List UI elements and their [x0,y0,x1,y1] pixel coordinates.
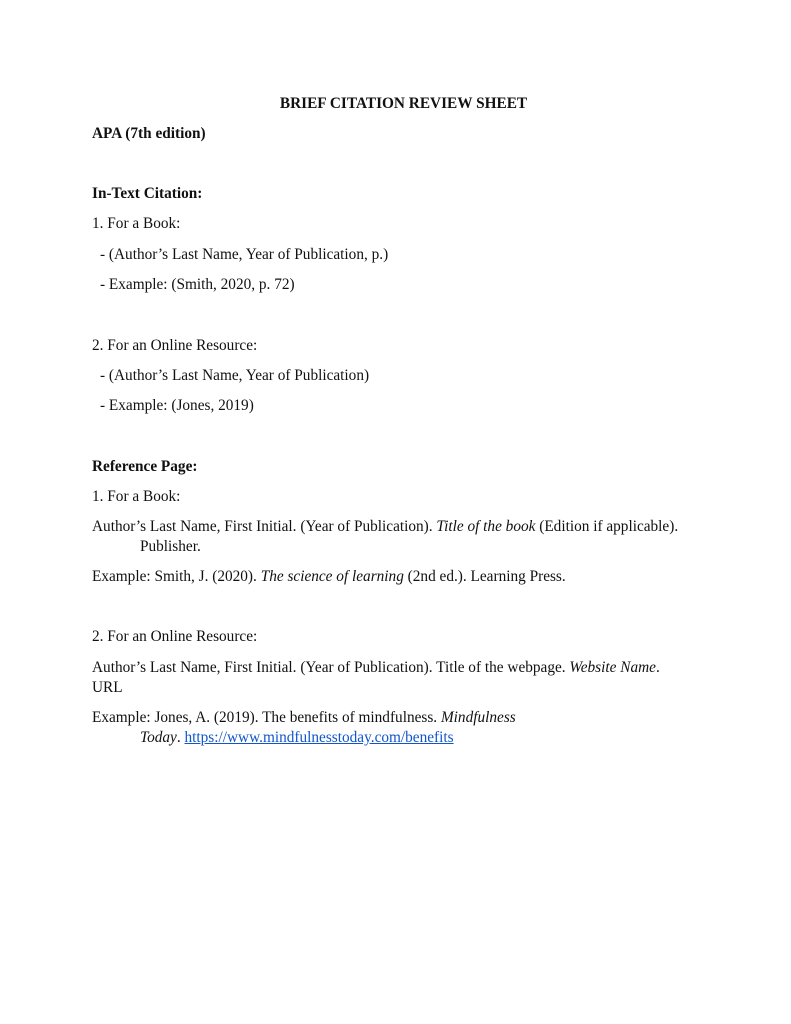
reference-book-format [92,518,678,536]
citation-style: APA (7th edition) [92,125,206,142]
in-text-online-label: 2. For an Online Resource: [92,337,258,354]
in-text-heading: In-Text Citation: [92,185,203,202]
reference-online-format-period: . [655,659,660,676]
reference-book-format-title: Title of the book [436,518,536,535]
reference-book-example-tail: (2nd ed.). Learning Press. [403,568,566,585]
reference-book-example [92,568,566,586]
example-url-link[interactable]: https://www.mindfulnesstoday.com/benefits [184,729,454,746]
reference-online-example-site-2: Today [140,729,177,746]
reference-online-format-text: Author’s Last Name, First Initial. (Year of Publication). Title of the webpage. [92,659,570,676]
reference-online-label: 2. For an Online Resource: [92,628,258,645]
reference-online-example [92,709,516,727]
reference-online-example-text: Example: Jones, A. (2019). The benefits of mindfulness. [92,709,441,726]
in-text-online-example: - Example: (Jones, 2019) [100,397,254,414]
reference-book-example-text: Example: Smith, J. (2020). [92,568,261,585]
reference-heading: Reference Page: [92,458,198,475]
reference-book-format-text: Author’s Last Name, First Initial. (Year of Publication). [92,518,437,535]
reference-online-format-site: Website Name [569,659,656,676]
reference-online-example-cont [140,729,454,747]
in-text-book-format: - (Author’s Last Name, Year of Publication, p.) [100,246,389,263]
reference-book-format-publisher: Publisher. [140,538,201,555]
in-text-online-format: - (Author’s Last Name, Year of Publication) [100,367,370,384]
page-title: BRIEF CITATION REVIEW SHEET [279,95,528,112]
in-text-book-label: 1. For a Book: [92,215,181,232]
reference-online-format [92,659,660,677]
reference-online-example-site-1: Mindfulness [440,709,516,726]
in-text-book-example: - Example: (Smith, 2020, p. 72) [100,276,295,293]
reference-online-format-url: URL [92,679,123,696]
reference-book-label: 1. For a Book: [92,488,181,505]
reference-online-example-sep: . [176,729,185,746]
reference-book-example-title: The science of learning [260,568,404,585]
reference-book-format-edition: (Edition if applicable). [535,518,679,535]
